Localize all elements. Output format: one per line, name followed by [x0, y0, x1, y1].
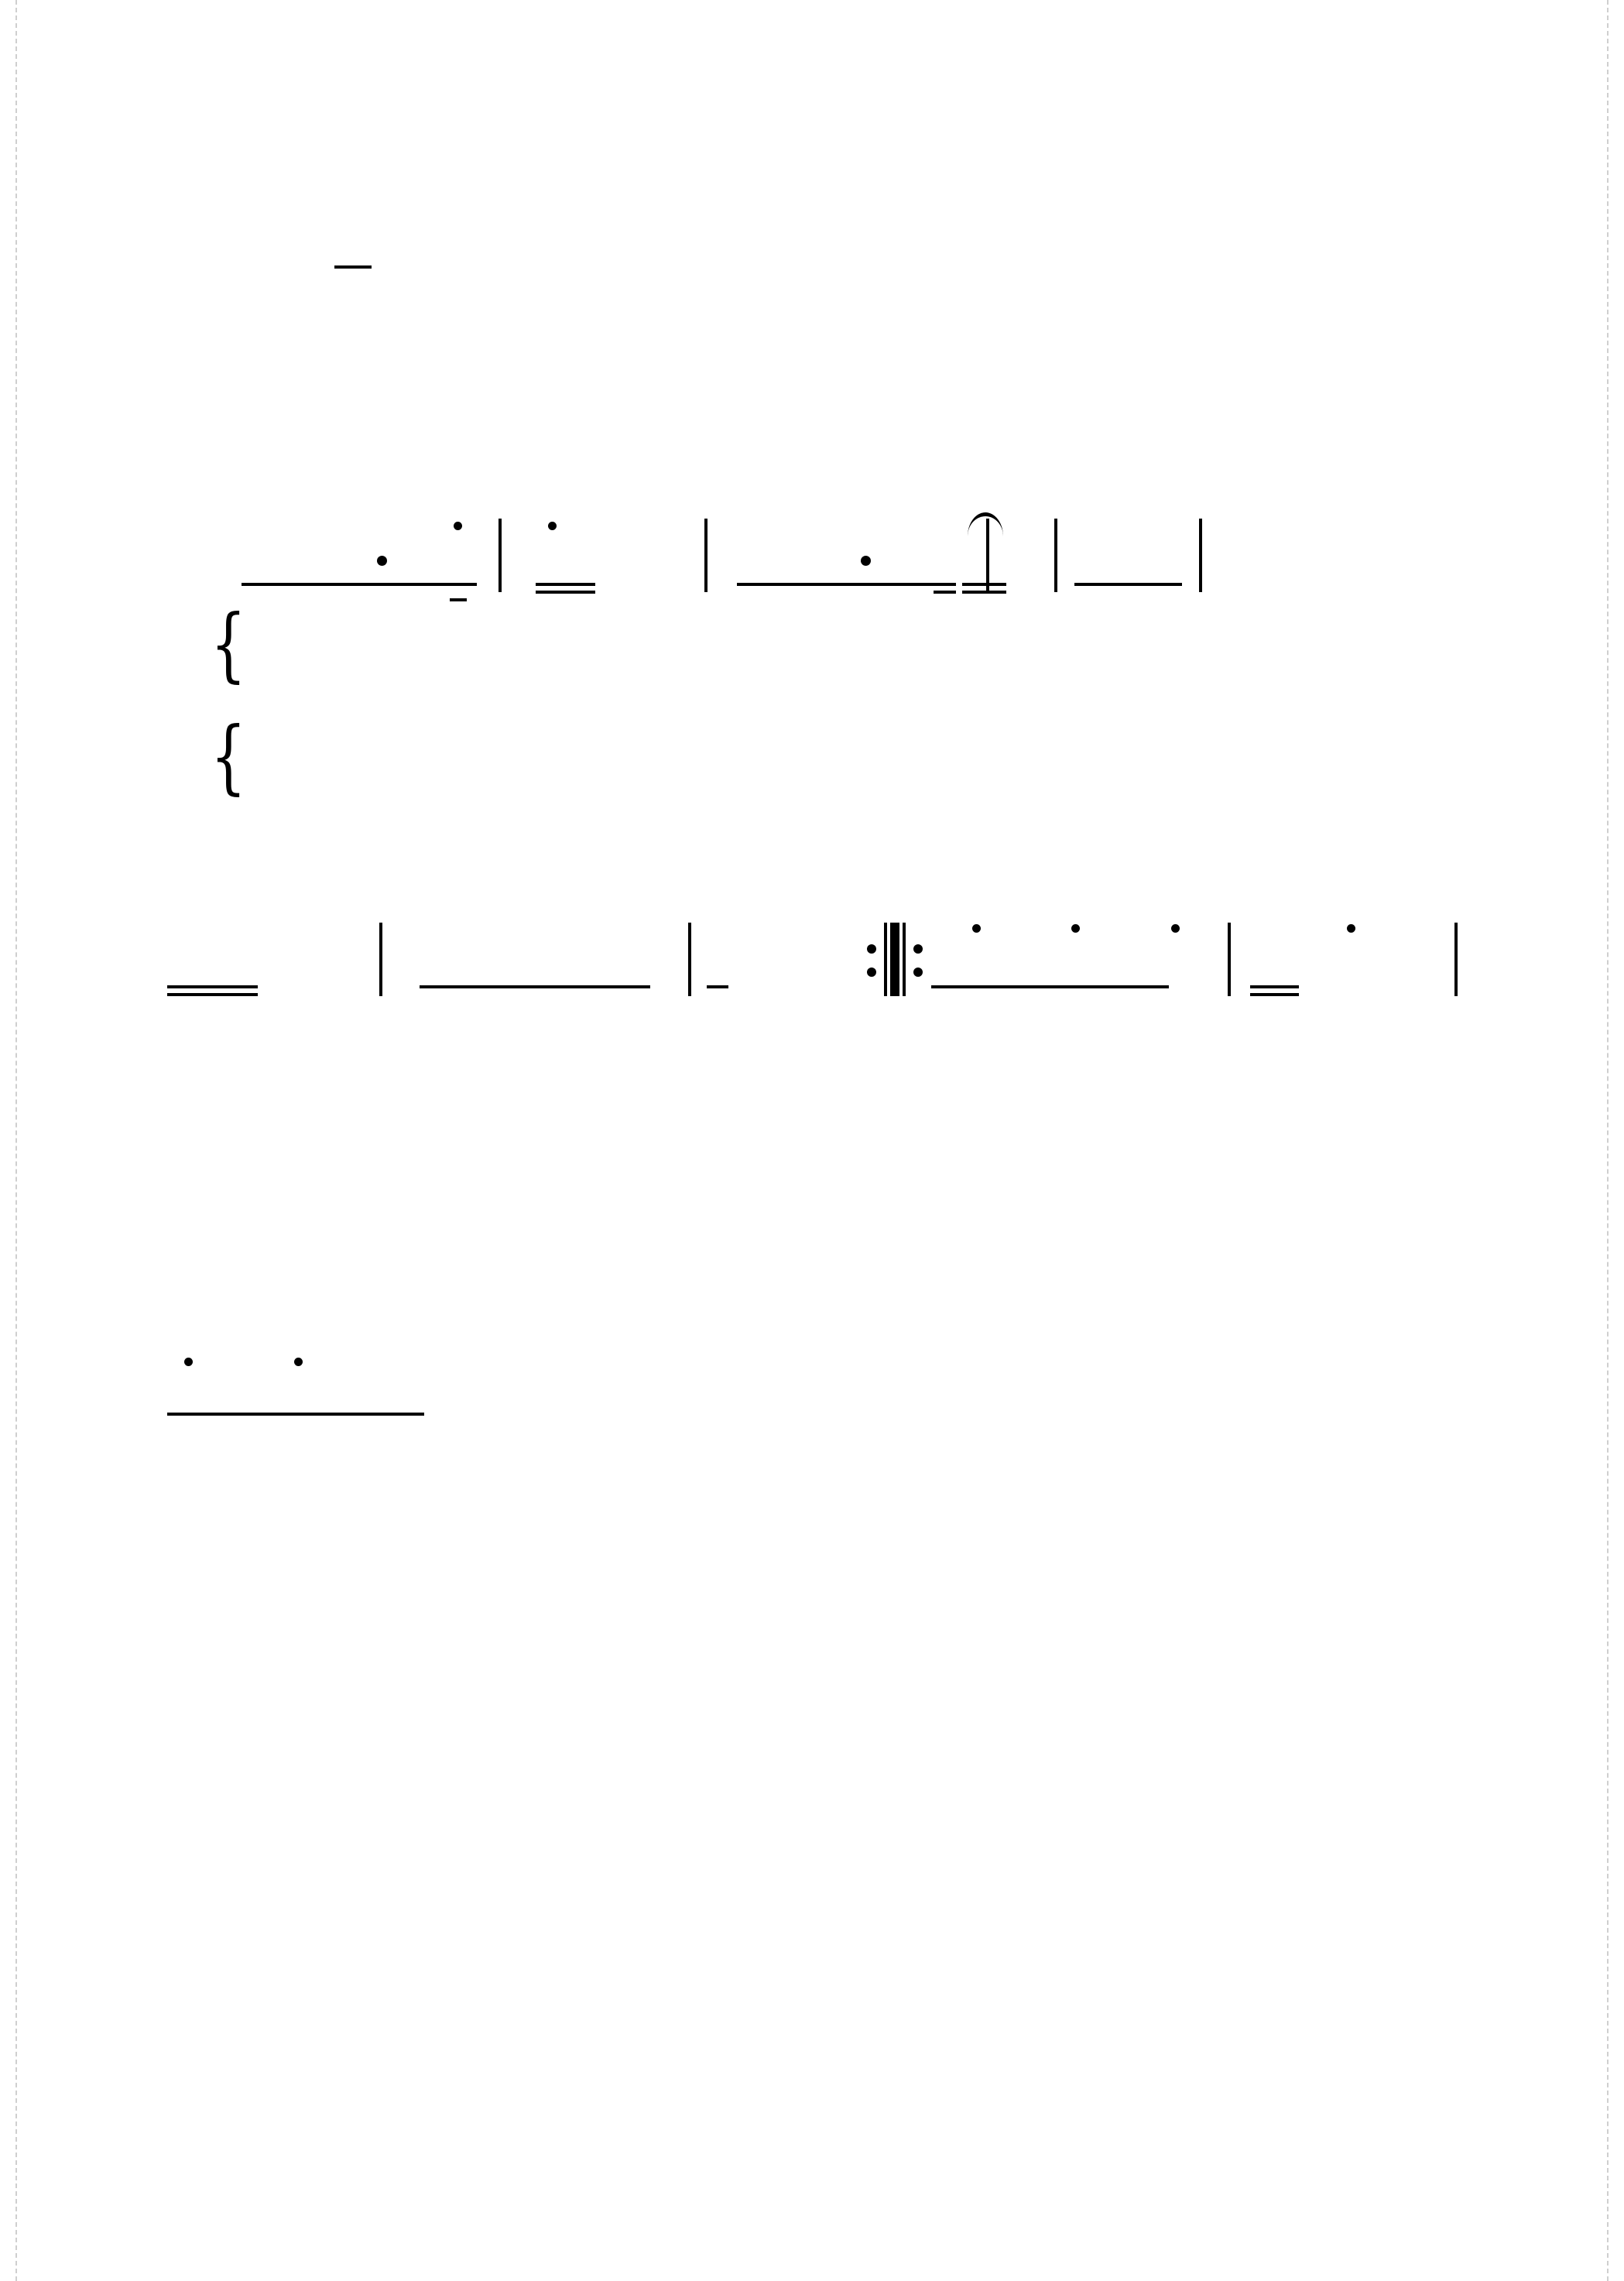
fraction-bar [334, 265, 372, 269]
eighth-underline [737, 583, 956, 586]
sixteenth-underline [1250, 993, 1299, 996]
augmentation-dot [377, 556, 387, 566]
high-octave-dot [184, 1358, 193, 1366]
eighth-underline [1250, 985, 1299, 988]
sixteenth-underline [536, 591, 595, 594]
barline [1228, 923, 1231, 996]
barline [1199, 519, 1202, 592]
barline [499, 519, 502, 592]
watermark-divider-left [15, 0, 17, 2281]
repeat-dot [913, 944, 923, 954]
verse-brace: { [210, 709, 247, 803]
repeat-end-thin [884, 923, 887, 996]
eighth-underline [970, 985, 1169, 988]
sixteenth-underline [450, 598, 467, 601]
eighth-underline [962, 583, 1006, 586]
barline [1454, 923, 1458, 996]
barline [688, 923, 691, 996]
sixteenth-underline [962, 591, 1006, 594]
high-octave-dot [1171, 924, 1180, 933]
barline [379, 923, 382, 996]
eighth-underline [707, 985, 728, 988]
sixteenth-underline [934, 591, 956, 594]
repeat-barline-thick [890, 923, 899, 996]
high-octave-dot [1347, 924, 1355, 933]
high-octave-dot [548, 522, 557, 530]
eighth-underline [183, 1413, 424, 1416]
watermark-divider-right [1607, 0, 1609, 2281]
repeat-dot [913, 968, 923, 977]
watermark-right [1607, 0, 1624, 2281]
high-octave-dot [1071, 924, 1080, 933]
eighth-underline [167, 985, 258, 988]
eighth-underline [536, 583, 595, 586]
high-octave-dot [972, 924, 981, 933]
verse-brace: { [210, 597, 247, 691]
repeat-dot [867, 944, 876, 954]
augmentation-dot [861, 556, 871, 566]
time-signature [334, 263, 372, 271]
repeat-start-thin [903, 923, 906, 996]
eighth-underline [1074, 583, 1182, 586]
slur [968, 512, 1003, 536]
barline [1054, 519, 1057, 592]
high-octave-dot [454, 522, 462, 530]
high-octave-dot [294, 1358, 303, 1366]
repeat-dot [867, 968, 876, 977]
eighth-underline [420, 985, 650, 988]
eighth-underline [242, 583, 477, 586]
barline [704, 519, 708, 592]
sixteenth-underline [167, 993, 258, 996]
